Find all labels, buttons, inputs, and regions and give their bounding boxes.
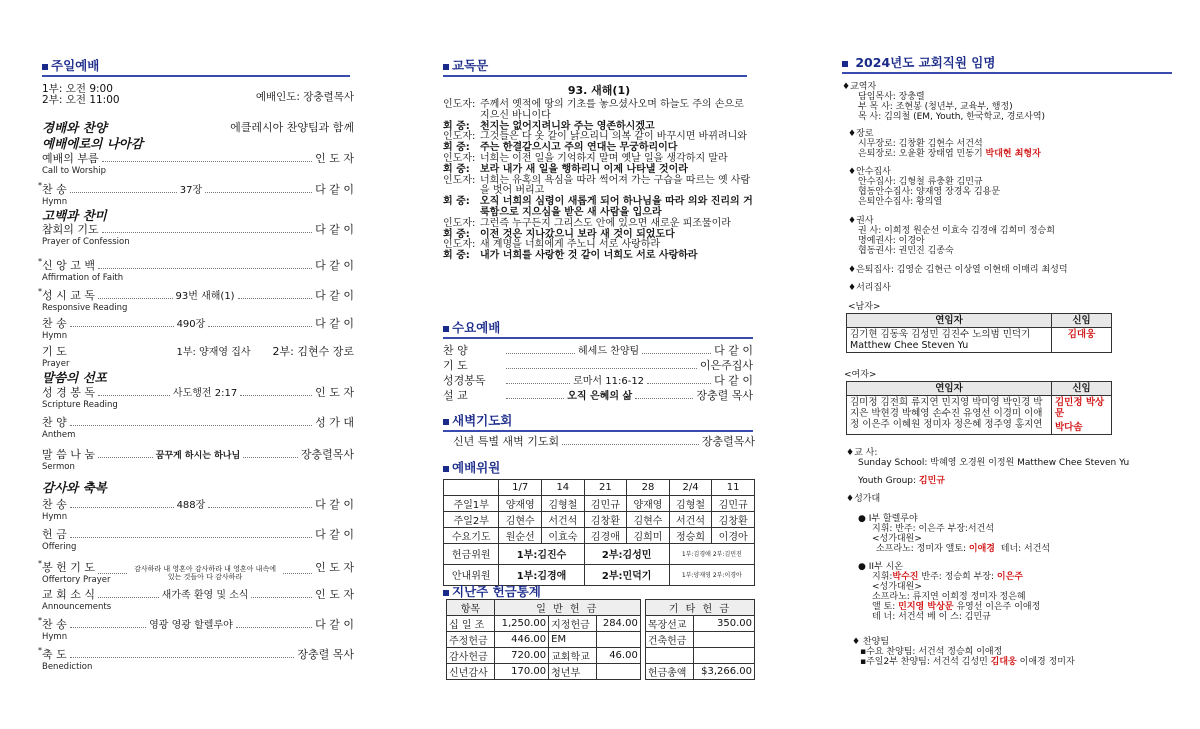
male-heading: <남자> <box>848 302 881 312</box>
liturgy-item-english: Offering <box>42 542 77 552</box>
choir2-members-label: <성가대원> <box>872 582 922 592</box>
committee-cell: 김민규 <box>584 495 627 511</box>
committee-cell: 주일2부 <box>444 511 499 527</box>
offering-cell: 지정헌금 <box>549 616 597 632</box>
committee-cell: 김희미 <box>627 527 670 543</box>
liturgy-item-english: Responsive Reading <box>42 303 128 313</box>
reading-line: 회 중: 주는 한결같으시고 주의 연대는 무궁하리이다 <box>443 142 678 154</box>
wednesday-heading: 수요예배 <box>443 318 753 339</box>
dawn-prayer-row: 신년 특별 새벽 기도회 장충렬목사 <box>453 435 755 448</box>
reading-line: 회 중: 오직 너희의 심령이 새롭게 되어 하나님을 따라 의와 진리의 거룩함으로 지으심을 받은 새 사람을 입으라 <box>443 196 753 218</box>
reading-line: 인도자: 그런즉 누구든지 그리스도 안에 있으면 새로운 피조물이라 <box>443 217 731 229</box>
offering-row <box>447 664 755 680</box>
liturgy-item: 성 경 봉 독 사도행전 2:17 인 도 자 <box>42 386 354 399</box>
wednesday-item: 성경봉독 로마서 11:6-12 다 같 이 <box>443 374 754 387</box>
committee-cell: 1부:김진수 <box>499 543 584 564</box>
reading-line: 인도자: 주께서 옛적에 땅의 기초를 놓으셨사오며 하늘도 주의 손으로 지으신 바니이다 <box>443 99 744 121</box>
kwonsa-heading: ♦권사 <box>848 216 874 226</box>
reading-line: 회 중: 천지는 없어지려니와 주는 영존하시겠고 <box>443 120 655 132</box>
dawn-heading: 새벽기도회 <box>443 411 753 432</box>
kwonsa-line: 권 사: 이희정 원순선 이효숙 김경애 김희미 정승희 <box>858 226 1055 236</box>
kwonsa-line: 명예권사: 이경아 <box>858 236 925 246</box>
offering-cell: 건축헌금 <box>645 632 693 648</box>
committee-cell: 김형철 <box>542 495 585 511</box>
offering-row <box>447 648 755 664</box>
liturgy-item: 찬 송 490장 다 같 이 <box>42 317 354 330</box>
offering-cell: 헌금총액 <box>645 664 693 680</box>
committee-cell: 김현수 <box>627 511 670 527</box>
deacon-line: 협동안수집사: 양재영 장경옥 김용문 <box>858 187 1001 197</box>
retired-deacons: ♦은퇴집사: 김영순 김현근 이상열 이현태 이매리 최성덕 <box>848 265 1068 275</box>
committee-cell: 양재영 <box>627 495 670 511</box>
square-bullet-icon <box>443 590 449 596</box>
offering-cell: 446.00 <box>494 632 548 648</box>
service-time-2: 2부: 오전 11:00 <box>42 94 120 106</box>
deacon-heading: ♦안수집사 <box>848 167 891 177</box>
liturgy-item-english: Scripture Reading <box>42 400 118 410</box>
reading-title: 93. 새해(1) <box>567 84 631 97</box>
service-times <box>42 84 120 106</box>
reading-line: 인도자: 너희는 유혹의 욕심을 따라 썩어져 가는 구습을 따르는 옛 사람을 벗어 버리고 <box>443 174 751 197</box>
committee-cell: 김민규 <box>712 495 755 511</box>
service-time-1: 1부: 오전 9:00 <box>42 83 113 95</box>
liturgy-item-english: Hymn <box>42 632 68 642</box>
committee-heading: 예배위원 <box>443 458 500 477</box>
teacher-heading: ♦교 사: <box>846 448 878 458</box>
sunday-service-heading: 주일예배 <box>42 56 350 77</box>
offering-cell: 284.00 <box>596 616 640 632</box>
liturgy-item: 말 씀 나 눔 꿈꾸게 하시는 하나님 장충렬목사 <box>42 448 354 461</box>
praise-wed: ▪수요 찬양팀: 서건석 정승희 이애정 <box>860 647 1003 657</box>
officers-heading: 2024년도 교회직원 임명 <box>842 53 1172 74</box>
square-bullet-icon <box>842 61 848 67</box>
offering-cell: $3,266.00 <box>693 664 754 680</box>
committee-table <box>443 479 755 586</box>
choir1-members: 소프라노: 정미자 앨토: 이애경 테너: 서건석 <box>876 544 1051 554</box>
male-table <box>846 313 1112 353</box>
offering-cell: 십 일 조 <box>447 616 495 632</box>
liturgy-item: * 신 앙 고 백 다 같 이 <box>38 257 354 272</box>
committee-cell: 양재영 <box>499 495 542 511</box>
clergy-line: 담임목사: 장충렬 <box>858 92 925 102</box>
section-confession: 고백과 찬미 <box>42 208 107 223</box>
clergy-line: 목 사: 김의철 (EM, Youth, 한국학교, 경로사역) <box>858 112 1046 122</box>
choir1-members-label: <성가대원> <box>872 534 922 544</box>
committee-cell: 1부:김경애 2부:김민진 <box>669 543 754 564</box>
committee-cell: 주일1부 <box>444 495 499 511</box>
square-bullet-icon <box>443 419 449 425</box>
committee-header-cell: 2/4 <box>669 480 712 496</box>
wednesday-item: 기 도 이은주집사 <box>443 359 753 372</box>
praise-sun: ▪주일2부 찬양팀: 서건석 김성민 김대웅 이애경 정미자 <box>860 657 1075 667</box>
elder-heading: ♦장로 <box>848 129 874 139</box>
offering-header-cell: 항목 <box>447 600 495 616</box>
committee-cell: 수요기도 <box>444 527 499 543</box>
liturgy-item-english: Prayer of Confession <box>42 237 130 247</box>
offering-row <box>447 616 755 632</box>
offering-cell: 1,250.00 <box>494 616 548 632</box>
liturgy-item: * 찬 송 37장 다 같 이 <box>38 181 355 196</box>
liturgy-item: 참회의 기도 다 같 이 <box>42 223 354 236</box>
youth-line: Youth Group: 김민규 <box>858 476 946 486</box>
offering-cell <box>693 632 754 648</box>
committee-cell: 헌금위원 <box>444 543 499 564</box>
committee-cell: 안내위원 <box>444 564 499 585</box>
praise-team: 에클레시아 찬양팀과 함께 <box>230 121 354 134</box>
liturgy-item-english: Hymn <box>42 512 68 522</box>
liturgy-item-english: Benediction <box>42 662 93 672</box>
liturgy-item: 찬 양 성 가 대 <box>42 416 354 429</box>
responsive-reading <box>443 100 755 262</box>
offering-cell <box>596 664 640 680</box>
kwonsa-line: 협동권사: 권민진 김종숙 <box>858 246 954 256</box>
committee-cell: 서건석 <box>542 511 585 527</box>
liturgy-item: * 봉 헌 기 도 감사하라 내 영혼아 감사하라 내 영혼아 내속에 있는 것들아 다 감사하라 인 도 자 <box>38 559 354 581</box>
offering-cell <box>596 632 640 648</box>
reading-line: 회 중: 내가 너희를 사랑한 것 같이 너희도 서로 사랑하라 <box>443 250 698 262</box>
choir1-heading: ● I부 할렐루야 <box>858 514 918 524</box>
offering-cell <box>645 648 693 664</box>
male-reappointed: 김기현 김동욱 김성민 김진수 노의범 민덕기 Matthew Chee Steven Yu <box>847 328 1052 353</box>
offering-cell: 170.00 <box>494 664 548 680</box>
female-heading: <여자> <box>844 370 877 380</box>
reading-line: 회 중: 보라 내가 새 일을 행하리니 이제 나타낼 것이라 <box>443 163 688 175</box>
wednesday-item: 찬 양 헤세드 찬양팀 다 같 이 <box>443 344 754 357</box>
committee-header-cell <box>444 480 499 496</box>
section-thanks: 감사와 축복 <box>42 480 107 495</box>
liturgy-item: 교 회 소 식 새가족 환영 및 소식 인 도 자 <box>42 588 355 601</box>
committee-cell: 김경애 <box>584 527 627 543</box>
male-new: 김대웅 <box>1052 328 1112 353</box>
choir-heading: ♦성가대 <box>846 494 881 504</box>
offering-header-cell: 기 타 헌 금 <box>645 600 754 616</box>
committee-cell: 1부:양재영 2부:이경아 <box>669 564 754 585</box>
committee-header-cell: 14 <box>542 480 585 496</box>
committee-cell: 서건석 <box>669 511 712 527</box>
section-word: 말씀의 선포 <box>42 370 107 385</box>
male-col-reappointed: 연임자 <box>847 314 1052 328</box>
liturgy-item-english: Offertory Prayer <box>42 575 111 585</box>
female-reappointed: 김미정 김전희 류지연 민지영 박미영 박인경 박지은 박현경 박혜영 손수진 유영선 이경미 이애정 이은주 이혜원 정미자 정은혜 정주영 홍지연 <box>847 396 1052 435</box>
deacon-line: 안수집사: 김형철 류충환 김민규 <box>858 177 983 187</box>
committee-cell: 김창환 <box>584 511 627 527</box>
service-leader: 예배인도: 장충렬목사 <box>255 91 354 103</box>
section-praise: 경배와 찬양 <box>42 120 107 135</box>
female-new: 김민정 박상문 박다솜 <box>1052 396 1112 435</box>
elder-line: 시무장로: 김창환 김현수 서건석 <box>858 139 983 149</box>
choir2-alto: 앨 토: 민지영 박상문 유영선 이은주 이애정 <box>872 602 1041 612</box>
section-approach: 예배에로의 나아감 <box>42 136 143 151</box>
liturgy-item-english: Hymn <box>42 331 68 341</box>
female-table <box>846 381 1112 435</box>
teacher-line: Sunday School: 박혜영 오경원 이정원 Matthew Chee Steven Yu <box>858 458 1130 468</box>
choir2-tenor-bass: 테 너: 서건석 베 이 스: 김민규 <box>872 612 991 622</box>
reading-heading: 교독문 <box>443 56 747 77</box>
choir2-soprano: 소프라노: 류지연 이희정 정미자 정은혜 <box>872 592 1026 602</box>
offering-cell: 청년부 <box>549 664 597 680</box>
female-col-reappointed: 연임자 <box>847 382 1052 396</box>
committee-cell: 김형철 <box>669 495 712 511</box>
offering-committee-row <box>444 543 755 564</box>
offering-cell: 46.00 <box>596 648 640 664</box>
liturgy-item: * 축 도 장충렬 목사 <box>38 646 354 661</box>
liturgy-item-english: Affirmation of Faith <box>42 273 124 283</box>
square-bullet-icon <box>443 466 449 472</box>
deacon-line: 은퇴안수집사: 황의열 <box>858 197 943 207</box>
liturgy-item: * 찬 송 영광 영광 할렐루야 다 같 이 <box>38 616 355 631</box>
committee-cell: 정승희 <box>669 527 712 543</box>
committee-header-cell: 21 <box>584 480 627 496</box>
committee-row <box>444 511 755 527</box>
choir2-heading: ● II부 시온 <box>858 562 903 572</box>
offering-row <box>447 632 755 648</box>
committee-cell: 1부:김경애 <box>499 564 584 585</box>
liturgy-item-english: Anthem <box>42 430 76 440</box>
reading-line: 인도자: 새 계명을 너희에게 주노니 서로 사랑하라 <box>443 239 661 251</box>
praise-heading: ♦ 찬양팀 <box>852 637 890 647</box>
female-col-new: 신임 <box>1052 382 1112 396</box>
seori-heading: ♦서리집사 <box>848 283 891 293</box>
liturgy-item-english: Hymn <box>42 197 68 207</box>
offering-cell: 720.00 <box>494 648 548 664</box>
offering-cell: 주정헌금 <box>447 632 495 648</box>
male-col-new: 신임 <box>1052 314 1112 328</box>
liturgy-item: 기 도 1부: 양재영 집사 2부: 김현수 장로 <box>42 345 354 358</box>
liturgy-item: * 성 시 교 독 93번 새해(1) 다 같 이 <box>38 287 354 302</box>
sunday-service-column <box>38 0 355 729</box>
offering-cell: 목장선교 <box>645 616 693 632</box>
committee-cell: 김현수 <box>499 511 542 527</box>
square-bullet-icon <box>443 326 449 332</box>
offering-cell <box>693 648 754 664</box>
offering-stats-table <box>446 599 755 680</box>
wednesday-list <box>443 342 753 406</box>
officers-column <box>842 0 1182 729</box>
committee-row <box>444 527 755 543</box>
liturgy-item-english: Sermon <box>42 462 75 472</box>
offering-stats-heading: 지난주 헌금통계 <box>443 582 541 601</box>
offering-cell: 신년감사 <box>447 664 495 680</box>
square-bullet-icon <box>443 64 449 70</box>
offering-cell: 감사헌금 <box>447 648 495 664</box>
offering-header-cell: 일 반 헌 금 <box>494 600 640 616</box>
committee-cell: 김창환 <box>712 511 755 527</box>
liturgy-item: 예배의 부름 인 도 자 <box>42 152 354 165</box>
committee-cell: 이효숙 <box>542 527 585 543</box>
clergy-line: 부 목 사: 조현봉 (청년부, 교육부, 행정) <box>858 102 1013 112</box>
committee-header-cell: 28 <box>627 480 670 496</box>
committee-cell: 이경아 <box>712 527 755 543</box>
liturgy-item: 찬 송 488장 다 같 이 <box>42 498 354 511</box>
choir2-leaders: 지휘:박수진 반주: 정승희 부장: 이은주 <box>872 572 1024 582</box>
retired-elder-line: 은퇴장로: 오윤환 장태엽 민동기 박대현 최형자 <box>858 149 1041 159</box>
committee-cell: 원순선 <box>499 527 542 543</box>
committee-cell: 2부:김성민 <box>584 543 669 564</box>
committee-header-cell: 1/7 <box>499 480 542 496</box>
clergy-heading: ♦교역자 <box>842 82 877 92</box>
offering-cell: 350.00 <box>693 616 754 632</box>
wednesday-item: 설 교 오직 은혜의 삶 장충렬 목사 <box>443 389 754 402</box>
reading-line: 인도자: 너희는 이전 일을 기억하지 말며 옛날 일을 생각하지 말라 <box>443 152 728 164</box>
choir1-leaders: 지휘: 반주: 이은주 부장:서건석 <box>872 524 995 534</box>
offering-cell: 교회학교 <box>549 648 597 664</box>
liturgy-item-english: Announcements <box>42 602 112 612</box>
committee-row <box>444 495 755 511</box>
reading-line: 회 중: 이전 것은 지나갔으니 보라 새 것이 되었도다 <box>443 228 675 240</box>
offering-cell: EM <box>549 632 597 648</box>
liturgy-item-english: Prayer <box>42 359 70 369</box>
committee-cell: 2부:민덕기 <box>584 564 669 585</box>
liturgy-item: 헌 금 다 같 이 <box>42 528 354 541</box>
square-bullet-icon <box>42 64 48 70</box>
liturgy-item-english: Call to Worship <box>42 166 106 176</box>
reading-column <box>443 0 755 729</box>
committee-header-cell: 11 <box>712 480 755 496</box>
reading-line: 인도자: 그것들은 다 옷 같이 낡으리니 의복 같이 바꾸시면 바뀌려니와 <box>443 131 747 143</box>
